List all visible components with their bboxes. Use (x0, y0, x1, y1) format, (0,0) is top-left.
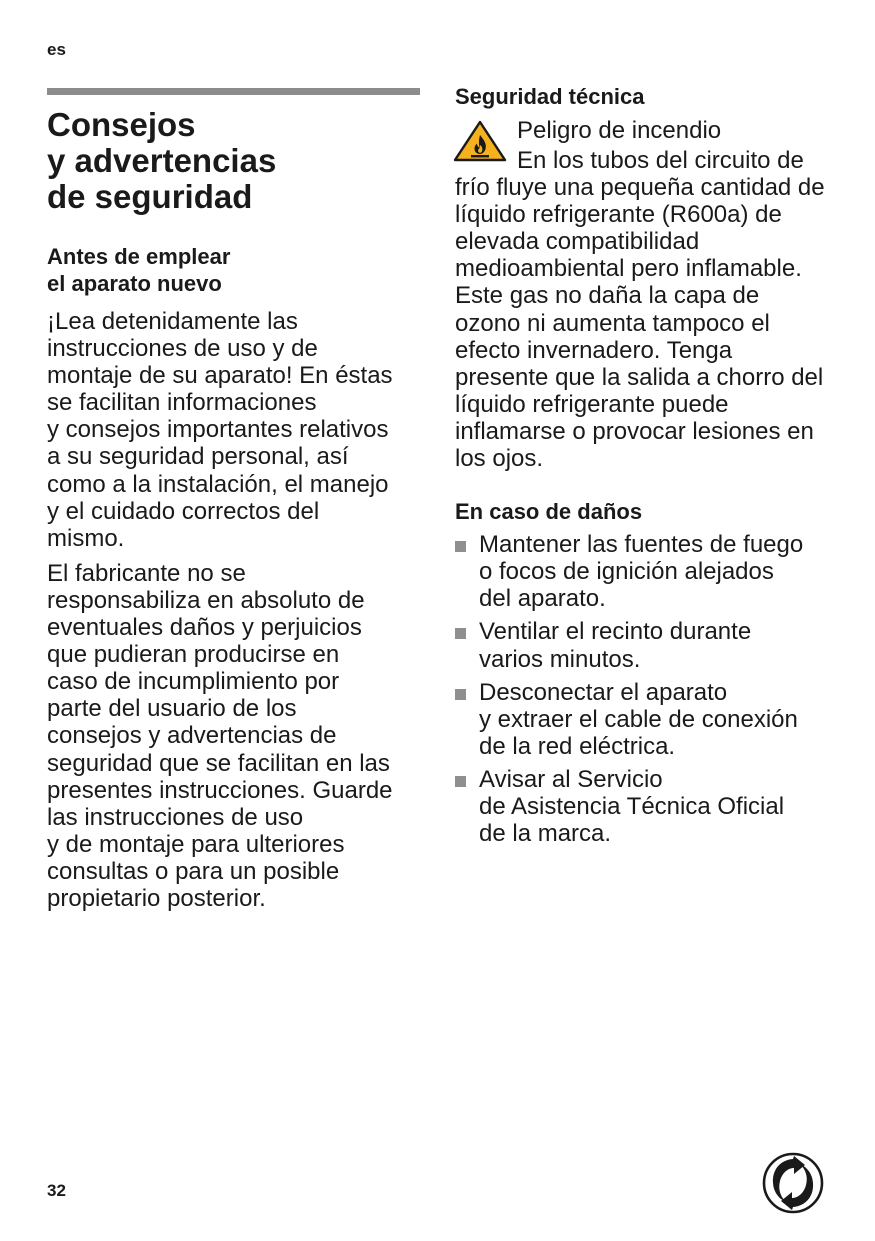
page-number: 32 (47, 1181, 66, 1200)
green-dot-recycling-icon (762, 1152, 824, 1214)
square-bullet-icon (455, 541, 466, 552)
list-item: Avisar al Servicio de Asistencia Técnica Oficial de la marca. (455, 766, 830, 847)
list-item: Ventilar el recinto durante varios minutos. (455, 618, 830, 672)
page-title: Consejos y advertencias de seguridad (47, 106, 277, 215)
intro-paragraph: ¡Lea detenidamente las instrucciones de uso y de montaje de su aparato! En éstas se facilitan informaciones y consejos importantes relativos a su seguridad personal, así como a la instalación, el manejo y el cuidado correctos del mismo. (47, 308, 393, 552)
liability-paragraph: El fabricante no se responsabiliza en absoluto de eventuales daños y perjuicios que pudieran producirse en caso de incumplimiento por parte del usuario de los consejos y advertencias de seguridad que se facilitan en las presentes instrucciones. Guarde las instrucciones de uso y de montaje para ulteriores consultas o para un posible propietario posterior. (47, 559, 393, 912)
warning-text: En los tubos del circuito de frío fluye una pequeña cantidad de líquido refrigerante (R600a) de elevada compatibilidad medioambiental pero inflamable. Este gas no daña la capa de ozono ni aumenta tampoco el efecto invernadero. Tenga presente que la salida a chorro del líquido refrigerante puede inflamarse o provocar lesiones en los ojos. (455, 147, 825, 473)
square-bullet-icon (455, 689, 466, 700)
right-column (455, 83, 830, 853)
list-item: Desconectar el aparato y extraer el cable de conexión de la red eléctrica. (455, 679, 830, 760)
section-technical-safety-title: Seguridad técnica (455, 84, 645, 109)
warning-title: Peligro de incendio (517, 117, 722, 144)
section-damage-title: En caso de daños (455, 499, 643, 525)
language-code: es (47, 40, 66, 59)
square-bullet-icon (455, 776, 466, 787)
subtitle-before-use: Antes de emplear el aparato nuevo (47, 244, 231, 296)
left-column (47, 88, 420, 920)
section-divider (47, 88, 420, 95)
damage-actions-list (455, 531, 830, 847)
fire-hazard-icon (453, 120, 507, 162)
fire-warning (455, 115, 830, 472)
square-bullet-icon (455, 628, 466, 639)
list-item: Mantener las fuentes de fuego o focos de ignición alejados del aparato. (455, 531, 830, 612)
